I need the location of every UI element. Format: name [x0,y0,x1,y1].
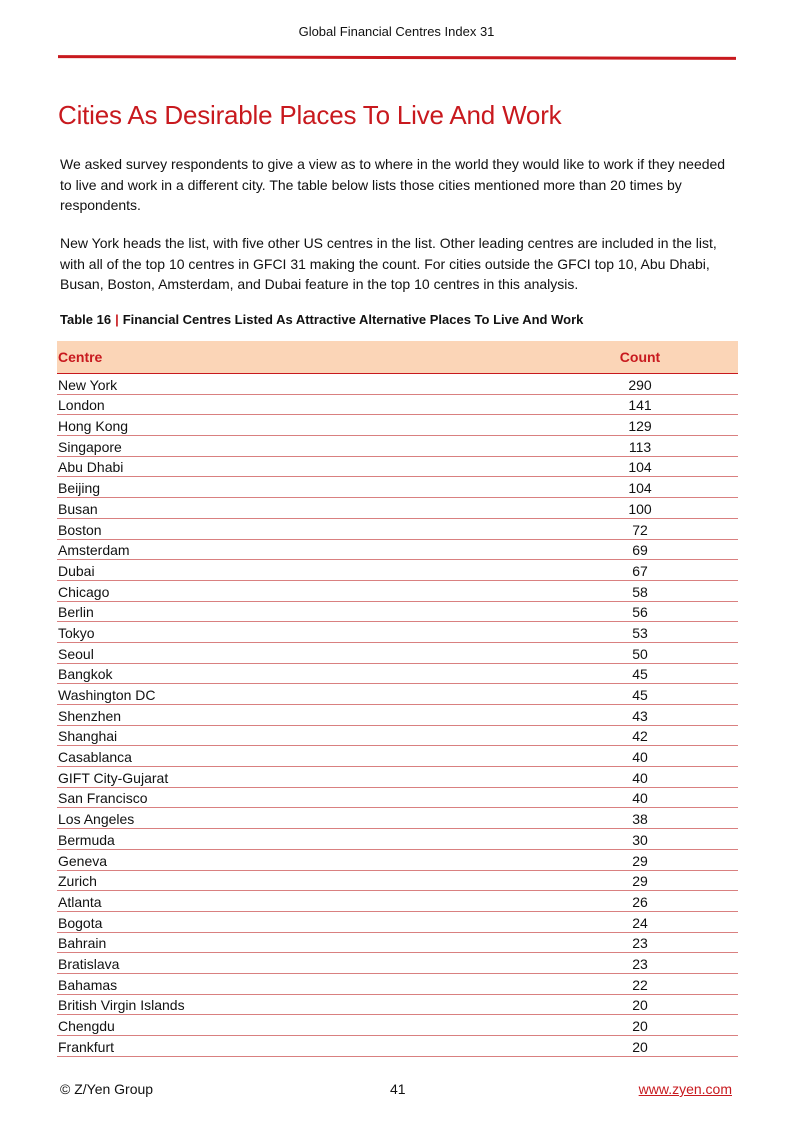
table-row [57,477,738,498]
table-row [57,601,738,622]
cell-count: 20 [560,1015,738,1036]
cell-centre: London [57,394,560,415]
table-row [57,498,738,519]
cell-count: 40 [560,767,738,788]
table-row [57,456,738,477]
cell-count: 56 [560,601,738,622]
cell-centre: Abu Dhabi [57,456,560,477]
table-caption-text: Financial Centres Listed As Attractive Alternative Places To Live And Work [122,312,584,327]
cell-centre: Berlin [57,601,560,622]
table-row [57,1036,738,1057]
table-row [57,994,738,1015]
cell-centre: Boston [57,518,560,539]
cell-count: 29 [560,870,738,891]
table-row [57,911,738,932]
cell-count: 104 [560,477,738,498]
cell-centre: San Francisco [57,787,560,808]
table-row [57,746,738,767]
cell-count: 113 [560,436,738,457]
cell-centre: Chengdu [57,1015,560,1036]
running-header: Global Financial Centres Index 31 [298,24,495,39]
table-row [57,560,738,581]
cell-centre: Geneva [57,849,560,870]
footer-website-link[interactable]: www.zyen.com [638,1081,732,1097]
column-header-centre: Centre [57,341,560,374]
cell-count: 100 [560,498,738,519]
table-caption-label: Table 16 [60,312,112,327]
cell-centre: Bangkok [57,663,560,684]
cell-count: 20 [560,994,738,1015]
table-row [57,642,738,663]
cell-count: 129 [560,415,738,436]
cell-centre: Shenzhen [57,705,560,726]
table-row [57,891,738,912]
cell-centre: Amsterdam [57,539,560,560]
cell-centre: British Virgin Islands [57,994,560,1015]
table-caption-separator: | [115,312,119,327]
cell-count: 20 [560,1036,738,1057]
table-row [57,849,738,870]
cell-centre: Frankfurt [57,1036,560,1057]
footer-page-number: 41 [390,1081,406,1097]
intro-paragraph-2: New York heads the list, with five other US centres in the list. Other leading centres are included in the list, with all of the top 10 centres in GFCI 31 making the count. For cities outside the GFCI top 10, Abu Dhabi, Busan, Boston, Amsterdam, and Dubai feature in the top 10 centres in this analysis. [60,235,717,292]
cell-centre: Beijing [57,477,560,498]
table-row [57,725,738,746]
header-divider [58,55,736,60]
intro-paragraph-1: We asked survey respondents to give a view as to where in the world they would like to work if they needed to live and work in a different city. The table below lists those cities mentioned more than 20 times by respondents. [60,156,726,213]
table-header-row [57,341,738,374]
cell-centre: Bogota [57,911,560,932]
cell-centre: Hong Kong [57,415,560,436]
cell-count: 29 [560,849,738,870]
cell-count: 24 [560,911,738,932]
table-row [57,539,738,560]
cell-centre: Casablanca [57,746,560,767]
cell-centre: New York [57,374,560,395]
cell-count: 40 [560,787,738,808]
cell-centre: Zurich [57,870,560,891]
cell-count: 22 [560,973,738,994]
table-row [57,436,738,457]
table-caption [60,312,583,327]
cell-centre: Singapore [57,436,560,457]
table-body [57,374,738,1057]
table-row [57,870,738,891]
cell-centre: Bermuda [57,829,560,850]
table-row [57,518,738,539]
cell-count: 45 [560,663,738,684]
cell-centre: Washington DC [57,684,560,705]
table-row [57,829,738,850]
cell-centre: Bahrain [57,932,560,953]
cell-centre: Bahamas [57,973,560,994]
cell-centre: Dubai [57,560,560,581]
table-row [57,374,738,395]
cell-centre: Atlanta [57,891,560,912]
cell-count: 69 [560,539,738,560]
cell-count: 290 [560,374,738,395]
table-row [57,684,738,705]
centres-table [57,341,738,1057]
cell-centre: GIFT City-Gujarat [57,767,560,788]
table-row [57,705,738,726]
cell-centre: Chicago [57,580,560,601]
cell-count: 45 [560,684,738,705]
cell-count: 67 [560,560,738,581]
table-row [57,1015,738,1036]
cell-count: 58 [560,580,738,601]
table-row [57,787,738,808]
table-row [57,580,738,601]
cell-centre: Shanghai [57,725,560,746]
cell-count: 38 [560,808,738,829]
cell-count: 50 [560,642,738,663]
table-row [57,415,738,436]
table-row [57,973,738,994]
cell-count: 23 [560,932,738,953]
cell-count: 104 [560,456,738,477]
cell-centre: Los Angeles [57,808,560,829]
table-row [57,663,738,684]
page-title: Cities As Desirable Places To Live And Work [58,100,562,130]
cell-count: 26 [560,891,738,912]
cell-count: 43 [560,705,738,726]
cell-centre: Tokyo [57,622,560,643]
cell-centre: Bratislava [57,953,560,974]
cell-count: 30 [560,829,738,850]
cell-centre: Seoul [57,642,560,663]
table-row [57,808,738,829]
table-row [57,953,738,974]
cell-count: 72 [560,518,738,539]
table-row [57,394,738,415]
cell-count: 53 [560,622,738,643]
column-header-count: Count [560,341,738,374]
table-row [57,932,738,953]
table-row [57,622,738,643]
cell-count: 42 [560,725,738,746]
cell-count: 40 [560,746,738,767]
cell-count: 141 [560,394,738,415]
table-row [57,767,738,788]
cell-count: 23 [560,953,738,974]
cell-centre: Busan [57,498,560,519]
footer-copyright: © Z/Yen Group [60,1081,154,1097]
